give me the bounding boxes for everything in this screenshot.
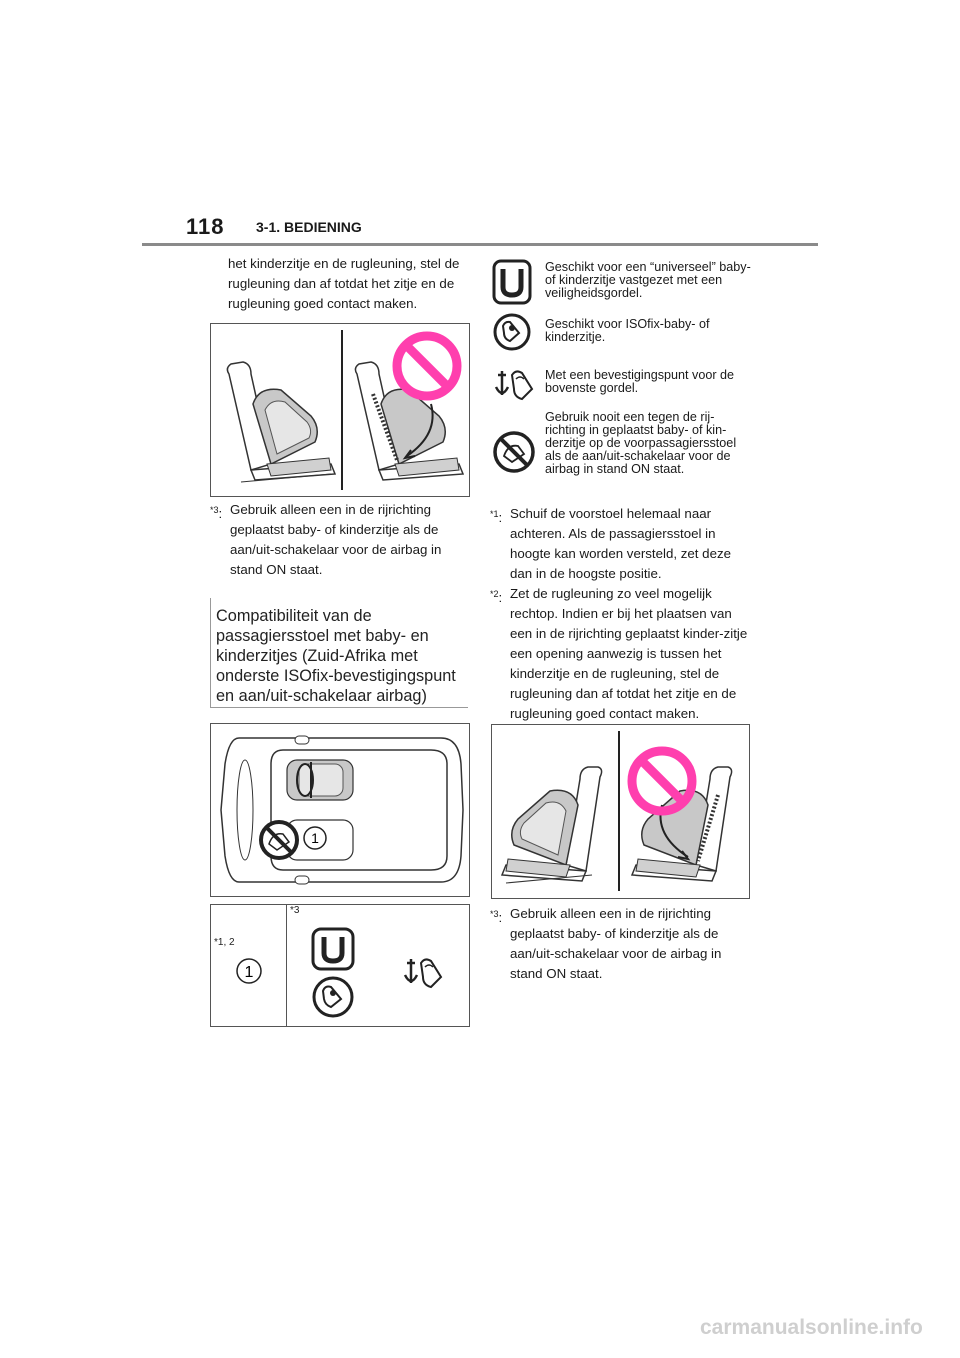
note-text: Gebruik alleen een in de rijrichting geplaatst baby- of kinderzitje als de aan/uit-schakelaar voor de airbag in stand ON staat.: [230, 502, 442, 577]
heading-bottom-rule: [210, 707, 468, 708]
legend-text-no-rear-facing: Gebruik nooit een tegen de rij-richting in geplaatst baby- of kin-derzitje op de voorpassagiersstoel als de aan/uit-schakelaar voor de airbag in stand ON staat.: [545, 410, 737, 476]
universal-u-icon: [311, 927, 355, 971]
note-text: Gebruik alleen een in de rijrichting geplaatst baby- of kinderzitje als de aan/uit-schakelaar voor de airbag in stand ON staat.: [510, 906, 722, 981]
compatibility-heading: Compatibiliteit van de passagiersstoel met baby- en kinderzitjes (Zuid-Afrika met onderste ISOfix-bevestigingspunt en aan/uit-schakelaar airbag): [216, 607, 456, 705]
svg-text:1: 1: [244, 964, 254, 981]
seat-figure-right: [491, 724, 750, 899]
header-rule: [142, 243, 818, 246]
legend-text-top-tether: Met een bevestigingspunt voor de bovenste gordel.: [545, 368, 735, 395]
svg-text:1: 1: [311, 830, 319, 846]
isofix-seat-icon: [311, 975, 355, 1019]
note-text: Zet de rugleuning zo veel mogelijk rechtop. Indien er bij het plaatsen van een in de rijrichting geplaatst kinder-zitje een opening aanwezig is tussen het kinderzitje en de rugleuning, stel de rugleuning dan af totdat het zitje en de rugleuning goed contact maken.: [510, 586, 748, 721]
intro-paragraph: het kinderzitje en de rugleuning, stel de rugleuning dan af totdat het zitje en de rugleuning goed contact maken.: [228, 256, 460, 311]
column-footnote: *3: [290, 905, 300, 916]
page-number: 118: [186, 214, 225, 239]
isofix-seat-icon: [492, 312, 532, 352]
table-divider: [286, 905, 287, 1026]
note-label: *3: [490, 909, 499, 919]
universal-u-icon: [492, 259, 532, 305]
note-label: *3: [210, 505, 219, 515]
seat-position-1-marker: [235, 957, 263, 985]
heading-left-rule: [210, 598, 211, 708]
prohibited-seat-illustration: [632, 767, 732, 881]
car-top-view-figure: [210, 723, 470, 897]
no-rear-facing-seat-icon: [261, 822, 297, 858]
correct-seat-illustration: [227, 362, 335, 482]
section-title: 3-1. BEDIENING: [256, 219, 362, 235]
note-3-left: $^{*3}$: Gebruik alleen een in de rijrichting geplaatst baby- of kinderzitje als de aan/uit-schakelaar voor de airbag in stand ON staat.: [210, 500, 468, 580]
note-1: $^{*1}$: Schuif de voorstoel helemaal naar achteren. Als de passagiersstoel in hoogte kan worden versteld, zet deze dan in de hoogste positie.: [490, 504, 752, 584]
note-label: *2: [490, 589, 499, 599]
prohibit-icon: [397, 336, 457, 396]
correct-seat-illustration: [502, 767, 602, 883]
no-rear-facing-seat-icon: [492, 430, 536, 474]
note-2: $^{*2}$: Zet de rugleuning zo veel mogelijk rechtop. Indien er bij het plaatsen van een in de rijrichting geplaatst kinder-zitje een opening aanwezig is tussen het kinderzitje en de rugleuning, stel de rugleuning dan af totdat het zitje en de rugleuning goed contact maken.: [490, 584, 752, 724]
note-label: *1: [490, 509, 499, 519]
footer-watermark: carmanualsonline.info: [700, 1316, 923, 1339]
prohibit-icon: [632, 751, 692, 811]
top-tether-anchor-icon: [492, 365, 538, 405]
note-3-right: $^{*3}$: Gebruik alleen een in de rijrichting geplaatst baby- of kinderzitje als de aan/uit-schakelaar voor de airbag in stand ON staat.: [490, 904, 752, 984]
legend-text-universal: Geschikt voor een “universeel” baby- of kinderzitje vastgezet met een veiligheidsgordel.: [545, 260, 751, 300]
row-label-footnotes: *1, 2: [214, 937, 235, 948]
compatibility-table: [210, 904, 470, 1027]
legend-text-isofix: Geschikt voor ISOfix-baby- of kinderzitje.: [545, 317, 710, 344]
driver-seat: [287, 760, 353, 800]
seat-figure-left: [210, 323, 470, 497]
top-tether-anchor-icon: [401, 953, 447, 993]
note-text: Schuif de voorstoel helemaal naar achteren. Als de passagiersstoel in hoogte kan worden versteld, zet deze dan in de hoogste positie.: [510, 506, 732, 581]
seat-position-1-marker: [304, 827, 326, 849]
